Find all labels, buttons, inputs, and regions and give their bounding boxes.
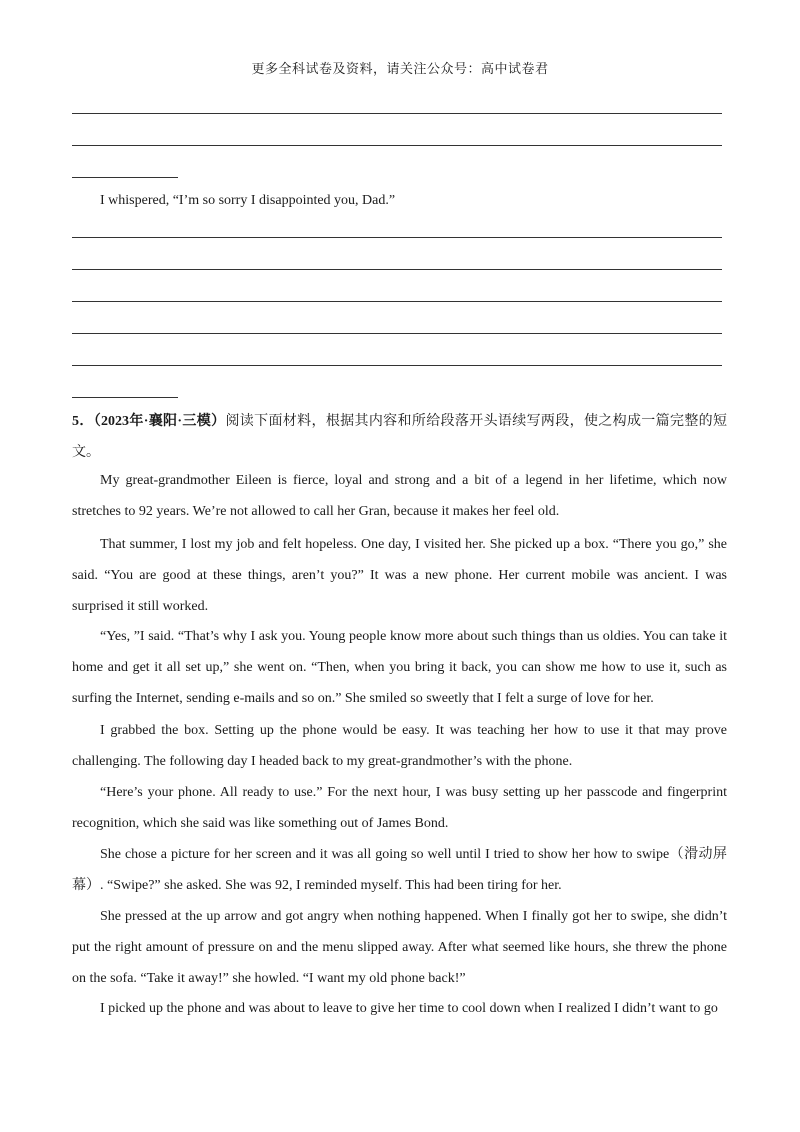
passage-paragraph: “Here’s your phone. All ready to use.” For the next hour, I was busy setting up her passcode and fingerprint recognition, which she said was like something out of James Bond. — [72, 785, 727, 831]
passage-paragraph: “Yes, ”I said. “That’s why I ask you. Young people know more about such things than us oldies. You can take it home and get it all set up,” she went on. “Then, when you bring it back, you can show me how to use it, such as surfing the Internet, sending e-mails and so on.” She smiled so sweetly that I felt a surge of love for her. — [72, 629, 727, 706]
answer-line-short — [72, 177, 178, 178]
answer-line — [72, 237, 722, 238]
answer-line — [72, 269, 722, 270]
answer-line-short — [72, 397, 178, 398]
passage-paragraph: She pressed at the up arrow and got angry when nothing happened. When I finally got her to swipe, she didn’t put the right amount of pressure on and the menu slipped away. After what seemed like hours, she threw the phone on the sofa. “Take it away!” she howled. “I want my old phone back!” — [72, 909, 727, 986]
answer-line — [72, 365, 722, 366]
continuation-prompt: I whispered, “I’m so sorry I disappointed you, Dad.” — [100, 193, 396, 208]
question-heading — [72, 406, 727, 468]
passage-paragraph: I picked up the phone and was about to leave to give her time to cool down when I realized I didn’t want to go — [100, 1001, 718, 1016]
passage-paragraph: She chose a picture for her screen and it was all going so well until I tried to show her how to swipe（滑动屏幕）. “Swipe?” she asked. She was 92, I reminded myself. This had been tiring for her. — [72, 847, 727, 893]
answer-line — [72, 145, 722, 146]
question-number: 5． — [72, 414, 94, 429]
passage-paragraph: My great-grandmother Eileen is fierce, loyal and strong and a bit of a legend in her lifetime, which now stretches to 92 years. We’re not allowed to call her Gran, because it makes her feel old. — [72, 473, 727, 519]
passage-paragraph: I grabbed the box. Setting up the phone would be easy. It was teaching her how to use it that may prove challenging. The following day I headed back to my great-grandmother’s with the phone. — [72, 723, 727, 769]
page-header-note: 更多全科试卷及资料，请关注公众号：高中试卷君 — [251, 61, 549, 76]
question-instruction: 阅读下面材料，根据其内容和所给段落开头语续写两段，使之构成一篇完整的短文。 — [72, 414, 728, 460]
answer-line — [72, 113, 722, 114]
answer-line — [72, 301, 722, 302]
answer-line — [72, 333, 722, 334]
passage-paragraph: That summer, I lost my job and felt hopeless. One day, I visited her. She picked up a box. “There you go,” she said. “You are good at these things, aren’t you?” It was a new phone. Her current mobile was ancient. I was surprised it still worked. — [72, 537, 727, 614]
question-source: （2023年·襄阳·三模） — [93, 414, 226, 429]
